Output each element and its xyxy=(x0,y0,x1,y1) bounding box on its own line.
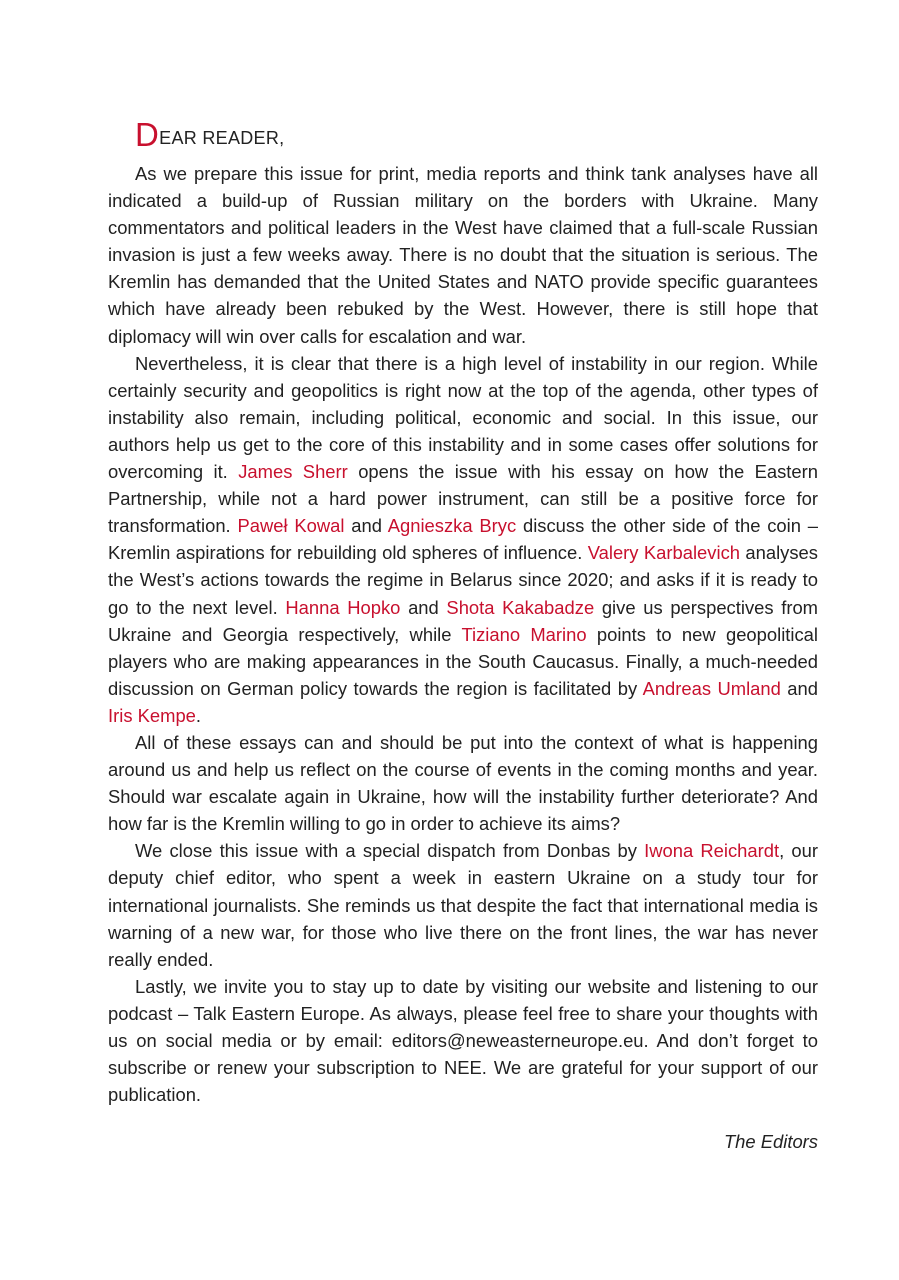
text-segment: We close this issue with a special dispatch from Donbas by xyxy=(135,840,645,862)
paragraph-contents xyxy=(108,350,818,729)
author-name: Tiziano Marino xyxy=(461,623,587,645)
author-name: Agnieszka Bryc xyxy=(387,515,517,537)
text-segment: discuss the other side of the coin – Kremlin aspirations for rebuilding old spheres of influence. xyxy=(108,515,818,564)
author-name: Hanna Hopko xyxy=(285,596,401,618)
text-segment: and xyxy=(400,596,447,618)
author-name: Valery Karbalevich xyxy=(587,542,740,564)
author-name: Paweł Kowal xyxy=(237,515,345,537)
paragraph-intro: As we prepare this issue for print, media reports and think tank analyses have all indicated a build-up of Russian military on the borders with Ukraine. Many commentators and political leaders in the West have claimed that a full-scale Russian invasion is just a few weeks away. There is no doubt that the situation is serious. The Kremlin has demanded that the United States and NATO provide specific guarantees which have already been rebuked by the West. However, there is still hope that diplomacy will win over calls for escalation and war. xyxy=(108,163,818,347)
drop-cap: D xyxy=(135,116,160,153)
text-segment: opens the issue with his essay on how the Eastern Partnership, while not a hard power instrument, can still be a positive force for transformation. xyxy=(108,461,818,537)
paragraph-context: All of these essays can and should be put into the context of what is happening around us and help us reflect on the course of events in the coming months and year. Should war escalate again in Ukraine, how will the instability further deteriorate? And how far is the Kremlin willing to go in order to achieve its aims? xyxy=(108,731,818,835)
paragraph-dispatch xyxy=(108,837,818,972)
author-name: James Sherr xyxy=(238,461,348,483)
author-name: Iwona Reichardt xyxy=(644,840,780,862)
author-name: Iris Kempe xyxy=(108,704,196,726)
paragraph-closing: Lastly, we invite you to stay up to date by visiting our website and listening to our podcast – Talk Eastern Europe. As always, please feel free to share your thoughts with us on social media or by email: editors@neweasterneurope.eu. And don’t forget to subscribe or renew your subscription to NEE. We are grateful for your support of our publication. xyxy=(108,975,818,1106)
text-segment: , our deputy chief editor, who spent a week in eastern Ukraine on a study tour for international journalists. She reminds us that despite the fact that international media is warning of a new war, for those who live there on the front lines, the war has never really ended. xyxy=(108,840,818,970)
author-name: Andreas Umland xyxy=(642,677,781,699)
text-segment: analyses the West’s actions towards the regime in Belarus since 2020; and asks if it is ready to go to the next level. xyxy=(108,542,818,618)
signature: The Editors xyxy=(723,1131,818,1152)
text-segment: points to new geopolitical players who are making appearances in the South Caucasus. Finally, a much-needed discussion on German policy towards the region is facilitated by xyxy=(108,623,818,699)
salutation xyxy=(108,116,818,160)
editorial-letter xyxy=(108,116,819,1108)
text-segment: and xyxy=(780,677,818,699)
text-segment: and xyxy=(344,515,388,537)
text-segment: . xyxy=(195,704,202,726)
text-segment: give us perspectives from Ukraine and Georgia respectively, while xyxy=(108,596,819,645)
text-segment: Nevertheless, it is clear that there is a high level of instability in our region. While certainly security and geopolitics is right now at the top of the agenda, other types of instability also remain, including political, economic and social. In this issue, our authors help us get to the core of this instability and in some cases offer solutions for overcoming it. xyxy=(108,352,818,483)
salutation-text: EAR READER, xyxy=(159,128,285,148)
author-name: Shota Kakabadze xyxy=(446,596,595,618)
